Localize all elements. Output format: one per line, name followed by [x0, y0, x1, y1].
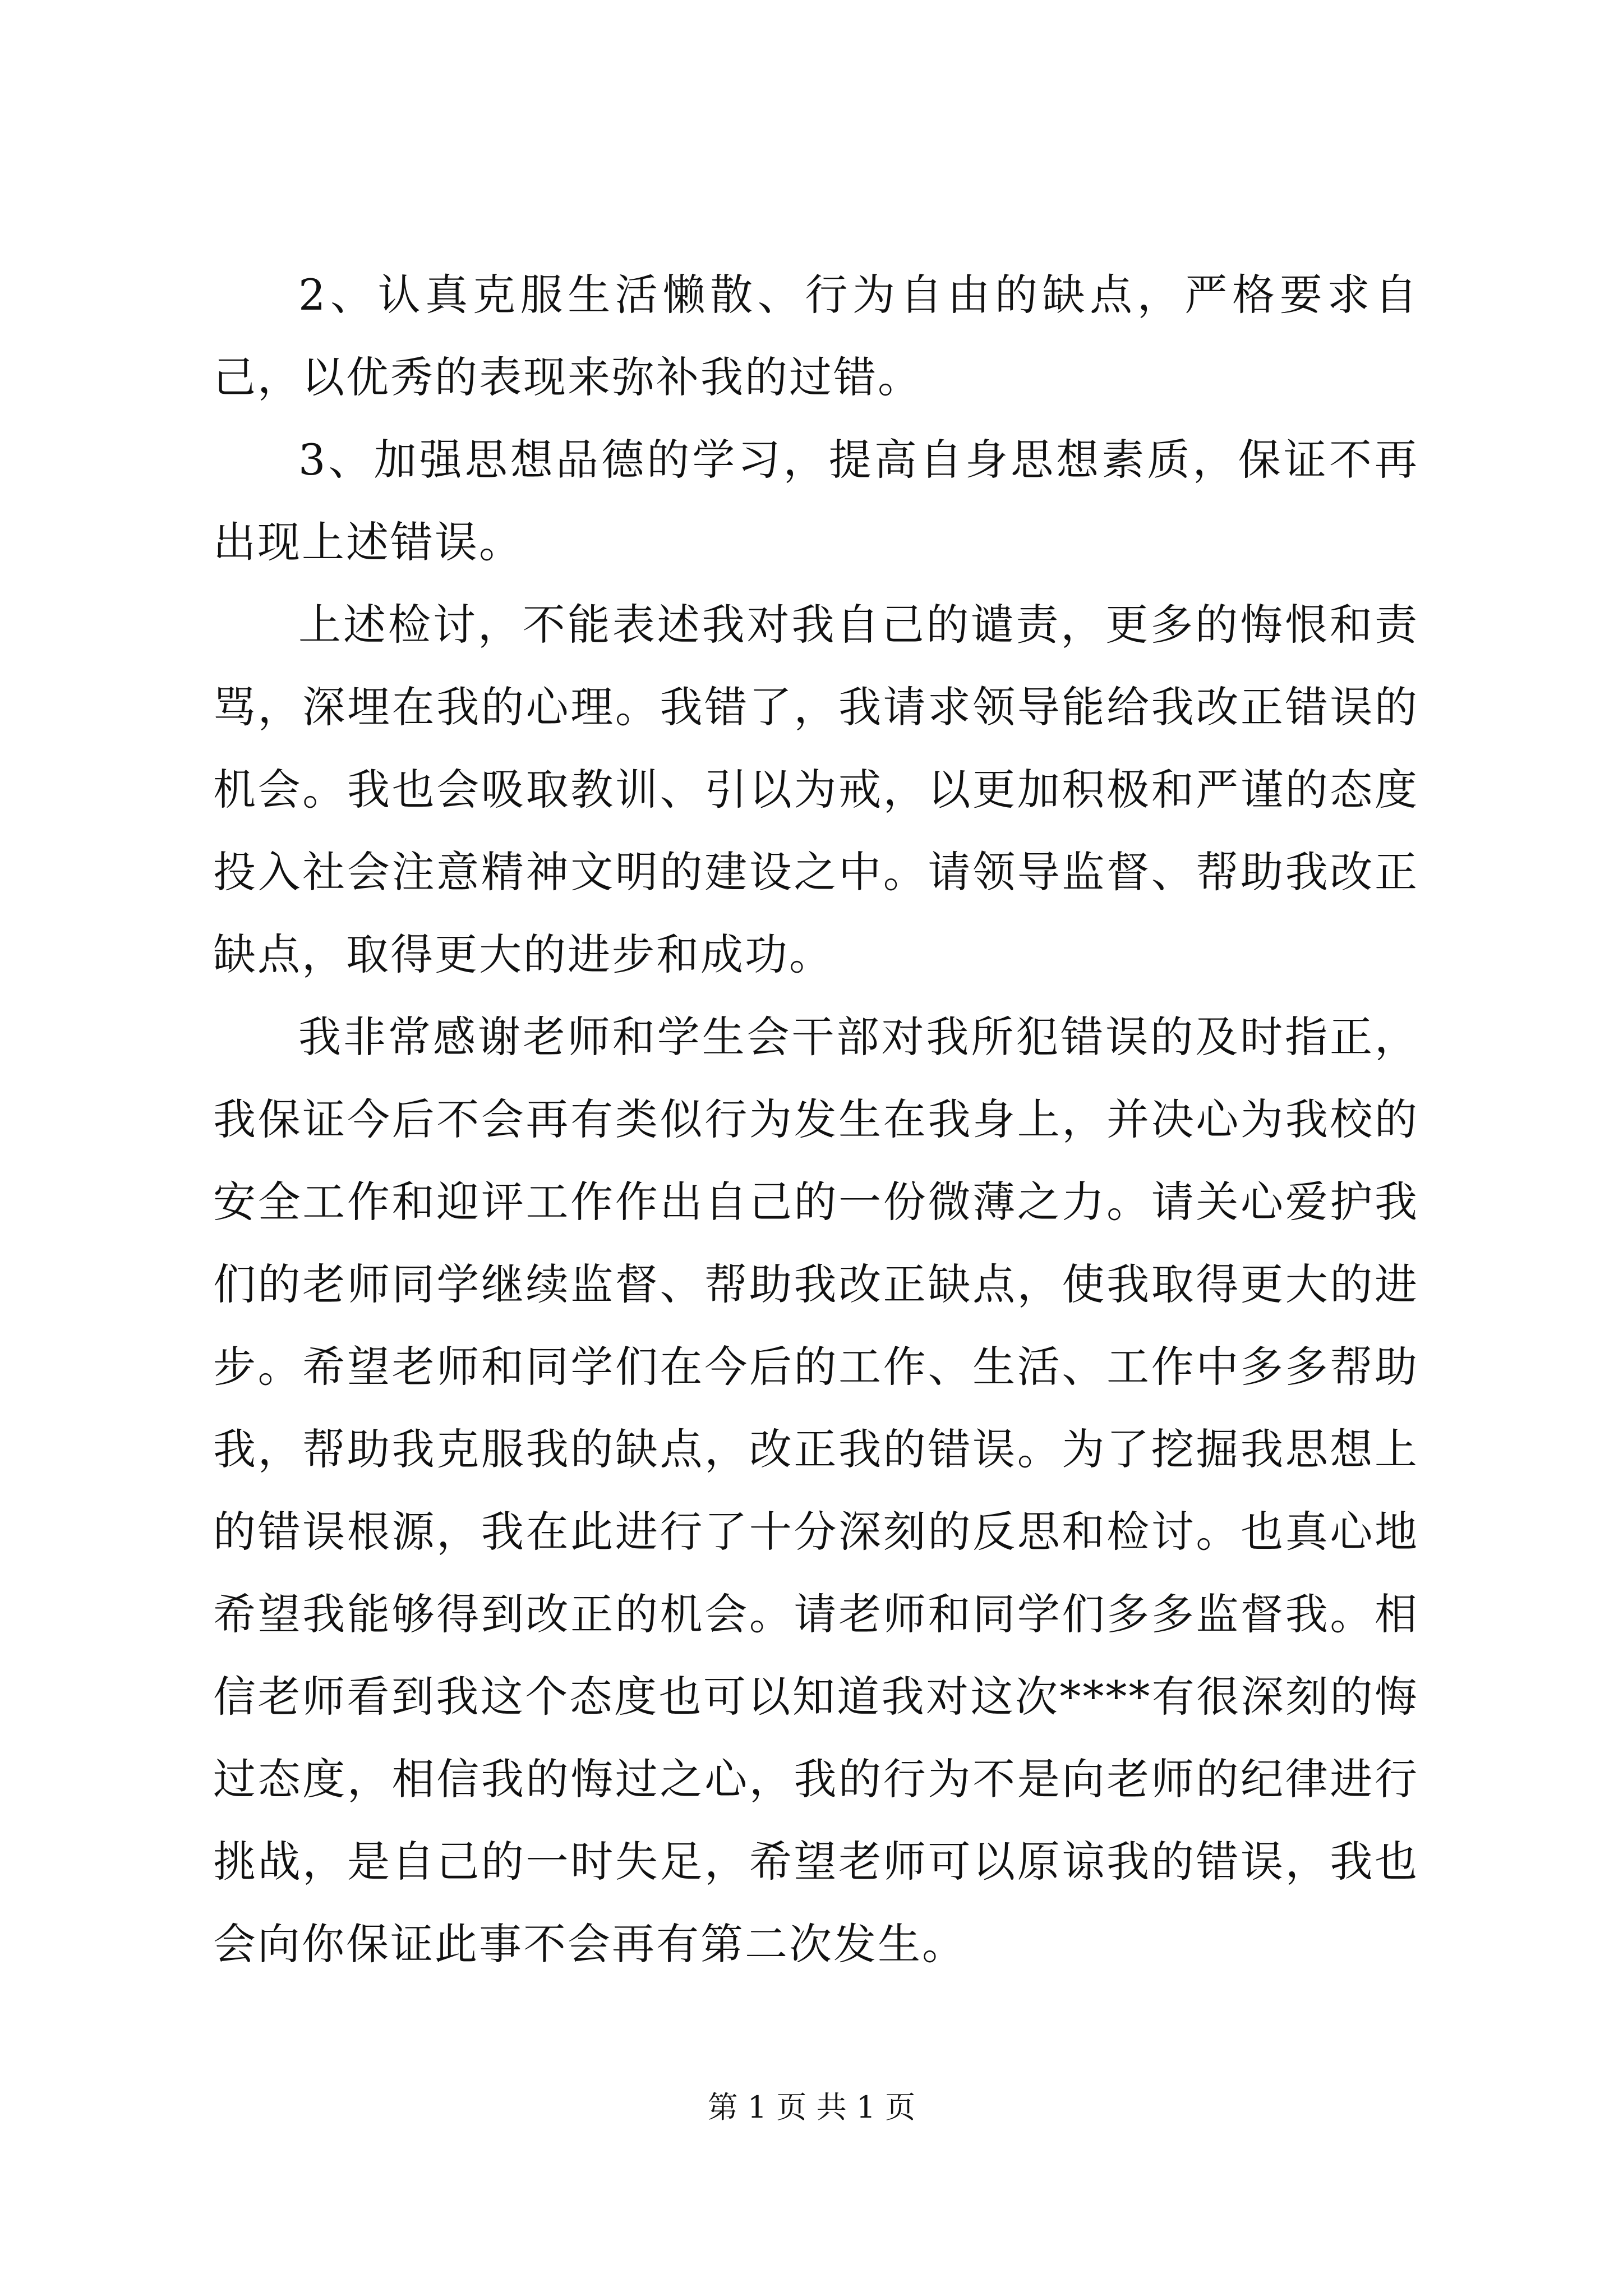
page-number-footer: 第 1 页 共 1 页: [707, 2090, 916, 2125]
paragraph-gratitude: 我非常感谢老师和学生会干部对我所犯错误的及时指正，我保证今后不会再有类似行为发生在我身上，并决心为我校的安全工作和迎评工作作出自己的一份微薄之力。请关心爱护我们的老师同学继续监督、帮助我改正缺点，使我取得更大的进步。希望老师和同学们在今后的工作、生活、工作中多多帮助我，帮助我克服我的缺点，改正我的错误。为了挖掘我思想上的错误根源，我在此进行了十分深刻的反思和检讨。也真心地希望我能够得到改正的机会。请老师和同学们多多监督我。相信老师看到我这个态度也可以知道我对这次****有很深刻的悔过态度，相信我的悔过之心，我的行为不是向老师的纪律进行挑战，是自己的一时失足，希望老师可以原谅我的错误，我也会向你保证此事不会再有第二次发生。: [213, 1012, 1419, 1969]
document-body: [213, 254, 1419, 1985]
paragraph-review-summary: 上述检讨，不能表述我对我自己的谴责，更多的悔恨和责骂，深埋在我的心理。我错了，我请求领导能给我改正错误的机会。我也会吸取教训、引以为戒，以更加积极和严谨的态度投入社会注意精神文明的建设之中。请领导监督、帮助我改正缺点，取得更大的进步和成功。: [213, 600, 1419, 979]
paragraph-item-3: 3、加强思想品德的学习，提高自身思想素质，保证不再出现上述错误。: [213, 435, 1419, 567]
paragraph-item-2: 2、认真克服生活懒散、行为自由的缺点，严格要求自己，以优秀的表现来弥补我的过错。: [213, 270, 1419, 402]
